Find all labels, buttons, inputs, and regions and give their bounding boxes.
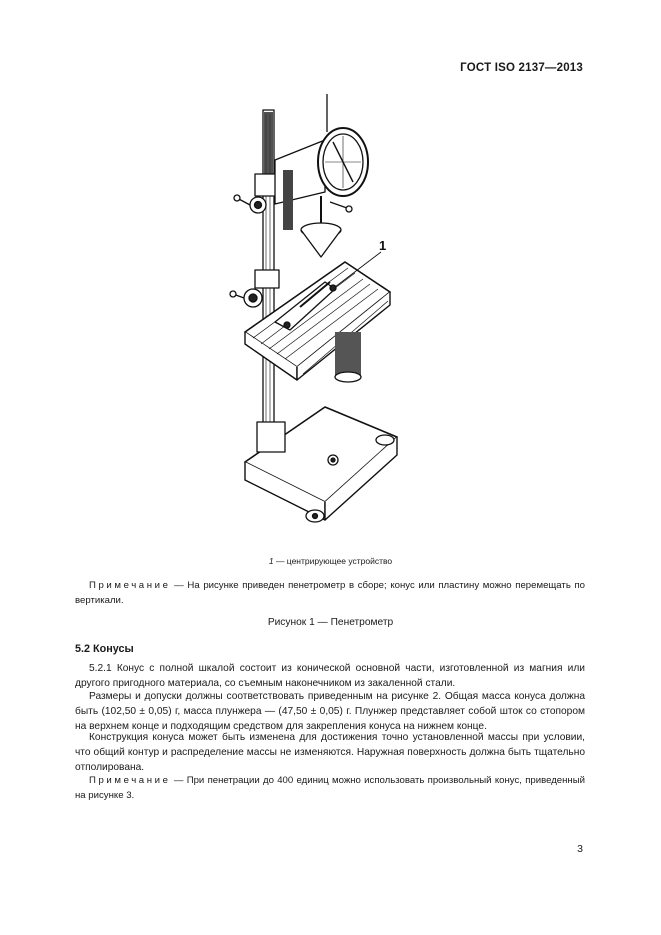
figure-title: Рисунок 1 — Пенетрометр — [267, 617, 394, 628]
caption-text: — центрирующее устройство — [273, 556, 393, 566]
section-title: 5.2 Конусы — [75, 643, 134, 655]
note-text: — На рисунке приведен пенетрометр в сборе; конус или пластину можно перемещать по вертикали. — [75, 580, 585, 606]
page-number: 3 — [577, 843, 583, 855]
figure-caption — [0, 556, 661, 566]
paragraph-construction: Конструкция конуса может быть изменена для достижения точно установленной массы при условии, что общий контур и распределение массы не изменяются. Наружная поверхность должна быть тщательно отполирована. — [75, 732, 585, 773]
penetrometer-figure — [215, 92, 445, 542]
standard-header: ГОСТ ISO 2137—2013 — [460, 62, 583, 74]
paragraph-dimensions: Размеры и допуски должны соответствовать приведенным на рисунке 2. Общая масса конуса должна быть (102,50 ± 0,05) г, масса плунжера — (47,50 ± 0,05) г. Плунжер представляет собой шток со стопором на верхнем конце и подходящим средством для закрепления конуса на нижнем конце. — [75, 691, 585, 732]
note-label: Примечание — [89, 775, 171, 786]
note-penetration — [75, 773, 585, 803]
caption-number: 1 — [268, 556, 274, 566]
note-text: — При пенетрации до 400 единиц можно использовать произвольный конус, приведенный на рисунке 3. — [75, 775, 585, 801]
figure-callout-1: 1 — [379, 238, 387, 253]
note-label: Примечание — [89, 580, 171, 591]
paragraph-5-2-1: 5.2.1 Конус с полной шкалой состоит из конической основной части, изготовленной из магния или другого пригодного материала, со съемным наконечником из закаленной стали. — [75, 663, 585, 689]
note-figure — [75, 578, 585, 608]
